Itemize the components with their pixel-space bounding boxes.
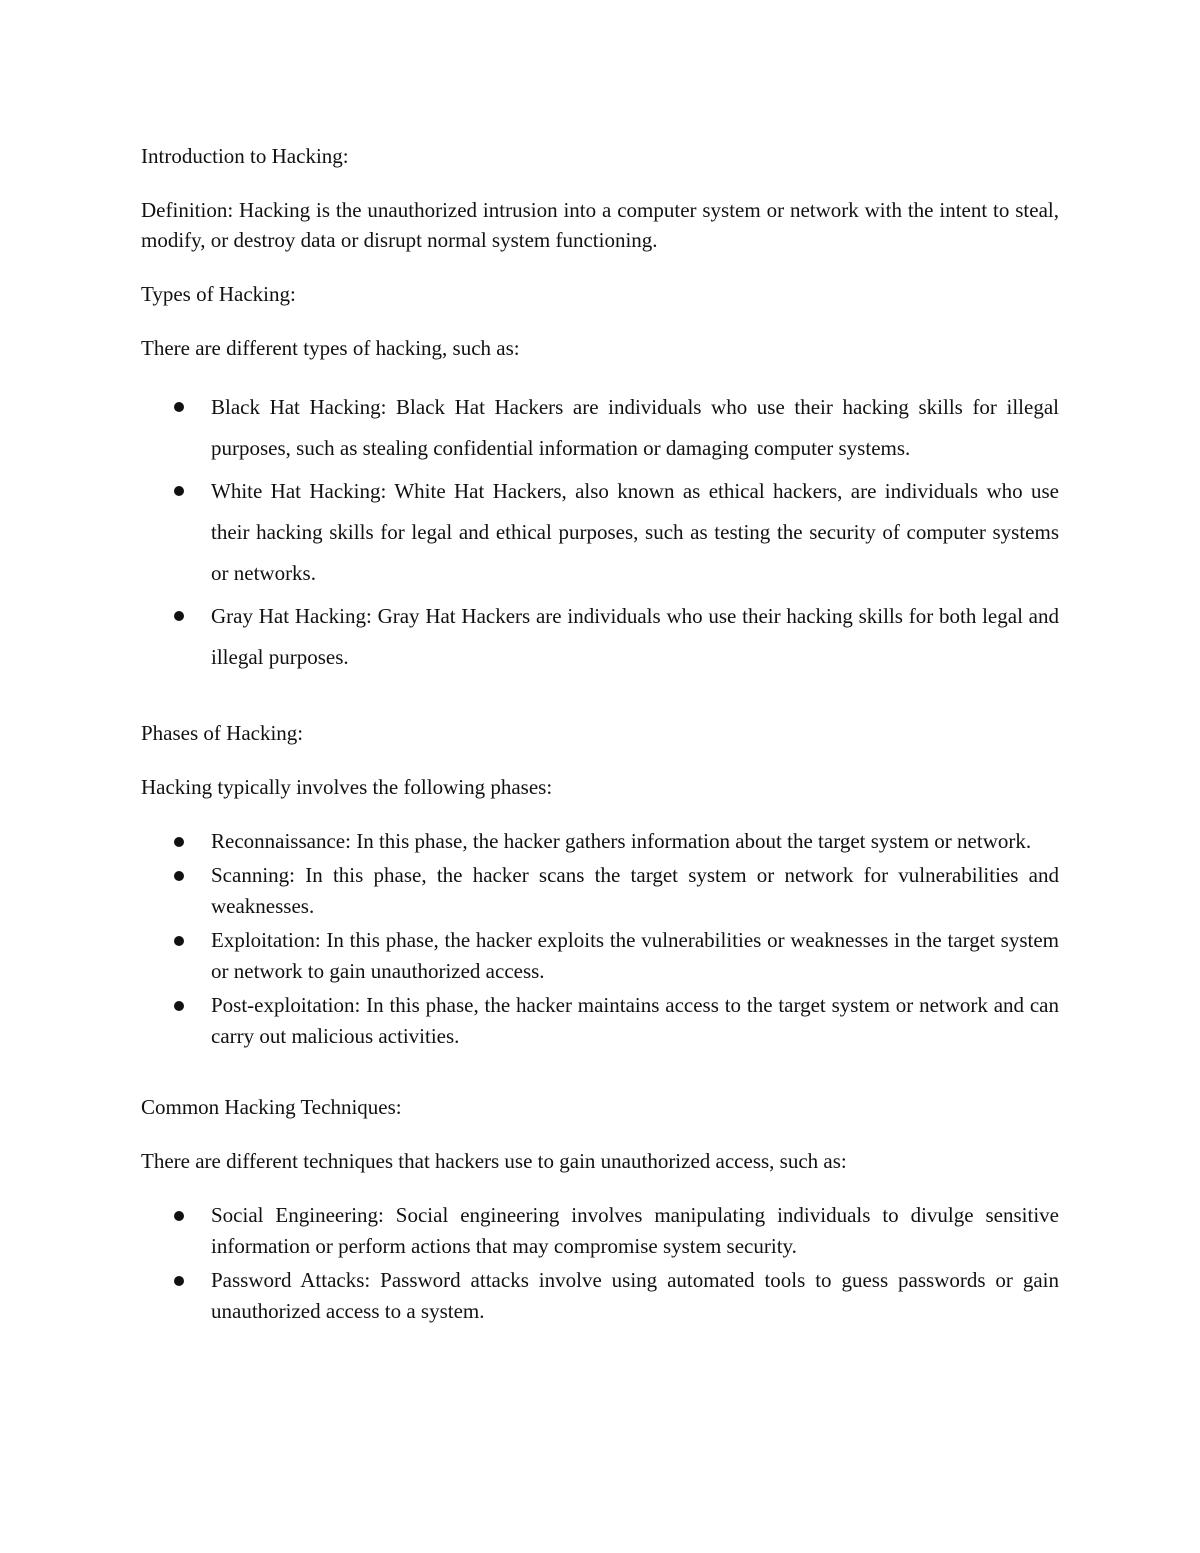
list-item-text: White Hat Hacking: White Hat Hackers, also known as ethical hackers, are individuals who use their hacking skills for legal and ethical purposes, such as testing the security of computer systems or networks.	[211, 479, 1059, 585]
list-item-text: Password Attacks: Password attacks involve using automated tools to guess passwords or gain unauthorized access to a system.	[211, 1268, 1059, 1323]
bullet-icon	[174, 826, 186, 856]
list-item-text: Black Hat Hacking: Black Hat Hackers are individuals who use their hacking skills for illegal purposes, such as stealing confidential information or damaging computer systems.	[211, 395, 1059, 460]
bullet-icon	[174, 860, 186, 890]
list-item-text: Reconnaissance: In this phase, the hacker gathers information about the target system or network.	[211, 829, 1032, 853]
list-item	[141, 925, 1059, 987]
bullet-icon	[174, 387, 186, 428]
section-heading-introduction: Introduction to Hacking:	[141, 144, 349, 168]
document-body	[141, 141, 1059, 1367]
list-item	[141, 387, 1059, 469]
list-item-text: Exploitation: In this phase, the hacker exploits the vulnerabilities or weaknesses in the target system or network to gain unauthorized access.	[211, 928, 1059, 983]
bullet-icon	[174, 990, 186, 1020]
list-item-text: Post-exploitation: In this phase, the hacker maintains access to the target system or network and can carry out malicious activities.	[211, 993, 1059, 1048]
techniques-intro: There are different techniques that hackers use to gain unauthorized access, such as:	[141, 1149, 847, 1173]
section-heading-techniques: Common Hacking Techniques:	[141, 1095, 402, 1119]
phases-intro: Hacking typically involves the following phases:	[141, 775, 553, 799]
definition-paragraph: Definition: Hacking is the unauthorized intrusion into a computer system or network with the intent to steal, modify, or destroy data or disrupt normal system functioning.	[141, 198, 1059, 252]
section-heading-types: Types of Hacking:	[141, 282, 296, 306]
bullet-icon	[174, 471, 186, 512]
list-item	[141, 471, 1059, 594]
types-list	[141, 387, 1059, 678]
list-item	[141, 826, 1059, 857]
list-item	[141, 1265, 1059, 1327]
list-item-text: Gray Hat Hacking: Gray Hat Hackers are individuals who use their hacking skills for both legal and illegal purposes.	[211, 604, 1059, 669]
techniques-list	[141, 1200, 1059, 1327]
phases-list	[141, 826, 1059, 1052]
list-item	[141, 860, 1059, 922]
list-item	[141, 1200, 1059, 1262]
list-item-text: Scanning: In this phase, the hacker scans the target system or network for vulnerabilities and weaknesses.	[211, 863, 1059, 918]
bullet-icon	[174, 596, 186, 637]
section-heading-phases: Phases of Hacking:	[141, 721, 304, 745]
bullet-icon	[174, 1265, 186, 1295]
bullet-icon	[174, 1200, 186, 1230]
bullet-icon	[174, 925, 186, 955]
types-intro: There are different types of hacking, such as:	[141, 336, 520, 360]
list-item	[141, 990, 1059, 1052]
list-item	[141, 596, 1059, 678]
list-item-text: Social Engineering: Social engineering involves manipulating individuals to divulge sensitive information or perform actions that may compromise system security.	[211, 1203, 1059, 1258]
